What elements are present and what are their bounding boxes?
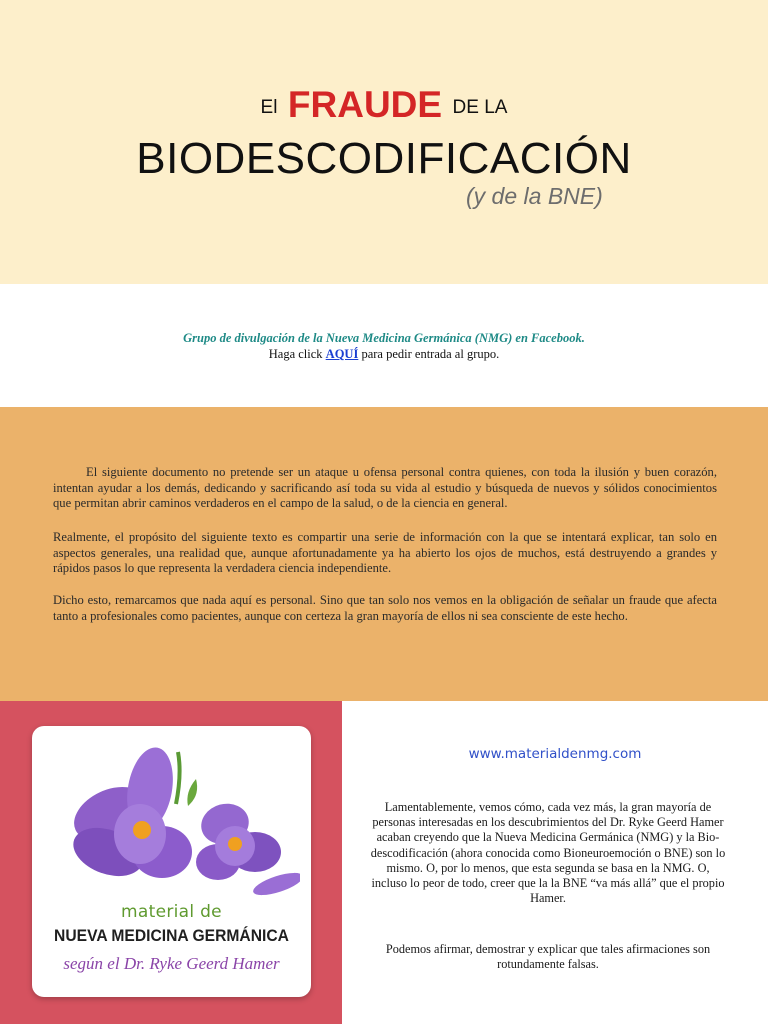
website-link[interactable]: www.materialdenmg.com bbox=[468, 746, 642, 762]
card-line-1: material de bbox=[121, 902, 222, 922]
intro-paragraph-1: El siguiente documento no pretende ser un ataque u ofensa personal contra quienes, con toda la ilusión y buen corazón, intentan ayudar a los demás, dedicando y sacrificando así toda su vida al estudio y búsqueda de nuevos y sólidos conocimientos que permitan abrir caminos verdaderos en el campo de la salud, o de la ciencia en general. bbox=[53, 465, 717, 511]
page-subtitle: (y de la BNE) bbox=[466, 183, 603, 209]
group-join-line bbox=[0, 347, 768, 362]
nmg-logo-card bbox=[32, 726, 311, 997]
group-line-suffix: para pedir entrada al grupo. bbox=[358, 347, 500, 361]
group-join-link[interactable]: AQUÍ bbox=[325, 347, 359, 361]
title-prefix: El bbox=[260, 97, 278, 118]
crocus-flower-icon bbox=[50, 734, 300, 904]
right-paragraph-1: Lamentablemente, vemos cómo, cada vez más, la gran mayoría de personas interesadas en los descubrimientos del Dr. Ryke Geerd Hamer acaban creyendo que la Nueva Medicina Germánica (NMG) y la Bio-descodificación (ahora conocida como Bioneuroemoción o BNE) son lo mismo. O, por lo menos, que esta segunda se basa en la NMG. O, incluso lo peor de todo, creer que la la BNE “va más allá” que el propio Hamer. bbox=[370, 800, 726, 906]
title-highlight: FRAUDE bbox=[287, 84, 443, 125]
page-title: BIODESCODIFICACIÓN bbox=[136, 134, 632, 183]
card-line-3: según el Dr. Ryke Geerd Hamer bbox=[63, 954, 280, 973]
intro-paragraph-2: Realmente, el propósito del siguiente texto es compartir una serie de información con la que se intentará explicar, tan solo en aspectos generales, una realidad que, aunque afortunadamente ya ha abierto los ojos de muchos, está destruyendo a grandes y rápidos pasos lo que representa la verdadera ciencia independiente. bbox=[53, 530, 717, 576]
group-title: Grupo de divulgación de la Nueva Medicina Germánica (NMG) en Facebook. bbox=[183, 331, 585, 345]
title-suffix: DE LA bbox=[452, 97, 508, 118]
group-line-prefix: Haga click bbox=[268, 347, 326, 361]
title-line-top bbox=[0, 84, 768, 126]
intro-paragraph-3: Dicho esto, remarcamos que nada aquí es personal. Sino que tan solo nos vemos en la obligación de señalar un fraude que afecta tanto a profesionales como pacientes, aunque con certeza la gran mayoría de ellos ni sea consciente de este hecho. bbox=[53, 593, 717, 623]
right-paragraph-2: Podemos afirmar, demostrar y explicar que tales afirmaciones son rotundamente falsas. bbox=[385, 942, 711, 972]
card-line-2: NUEVA MEDICINA GERMÁNICA bbox=[54, 926, 289, 945]
